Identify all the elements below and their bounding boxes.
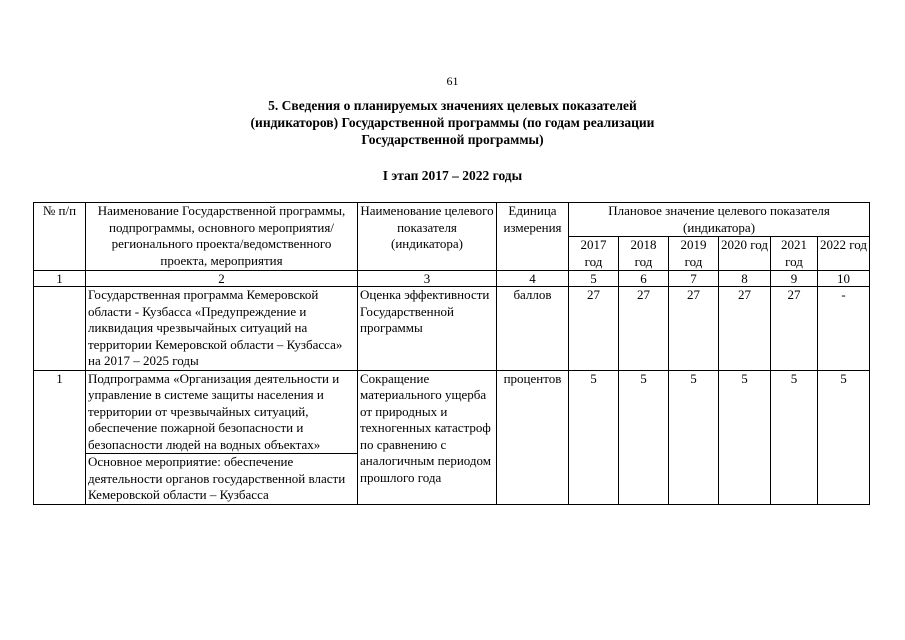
column-numbers-row — [34, 271, 870, 287]
title-line: (индикаторов) Государственной программы (по годам реализации — [250, 115, 655, 130]
header-year: 2019 год — [669, 237, 719, 271]
row-value: 27 — [771, 287, 818, 371]
header-year: 2017 год — [569, 237, 619, 271]
header-year: 2018 год — [619, 237, 669, 271]
row-value: 27 — [719, 287, 771, 371]
header-no: № п/п — [34, 203, 86, 271]
column-number: 8 — [719, 271, 771, 287]
row-value: - — [818, 287, 870, 371]
column-number: 2 — [86, 271, 358, 287]
column-number: 9 — [771, 271, 818, 287]
row-indicator: Оценка эффективности Государственной программы — [358, 287, 497, 371]
page-number: 61 — [446, 74, 459, 88]
stage-heading: I этап 2017 – 2022 годы — [382, 168, 523, 183]
column-number: 4 — [497, 271, 569, 287]
row-value: 5 — [619, 370, 669, 504]
column-number: 6 — [619, 271, 669, 287]
row-indicator: Сокращение материального ущерба от природных и техногенных катастроф по сравнению с аналогичным периодом прошлого года — [358, 370, 497, 504]
header-year: 2021 год — [771, 237, 818, 271]
column-number: 5 — [569, 271, 619, 287]
column-number: 3 — [358, 271, 497, 287]
row-unit: процентов — [497, 370, 569, 504]
header-planned: Плановое значение целевого показателя (индикатора) — [569, 203, 870, 237]
row-name: Государственная программа Кемеровской области - Кузбасса «Предупреждение и ликвидация чрезвычайных ситуаций на территории Кемеровской области – Кузбасса» на 2017 – 2025 годы — [86, 287, 358, 371]
header-year: 2022 год — [818, 237, 870, 271]
header-indicator: Наименование целевого показателя (индикатора) — [358, 203, 497, 271]
indicators-table — [33, 202, 870, 505]
table-header-row — [34, 203, 870, 237]
row-value: 5 — [669, 370, 719, 504]
column-number: 1 — [34, 271, 86, 287]
table-row — [34, 370, 870, 454]
section-title — [0, 97, 905, 148]
row-name: Основное мероприятие: обеспечение деятельности органов государственной власти Кемеровской области – Кузбасса — [86, 454, 358, 505]
table-row — [34, 287, 870, 371]
row-name: Подпрограмма «Организация деятельности и управление в системе защиты населения и территории от чрезвычайных ситуаций, обеспечение пожарной безопасности и безопасности людей на водных объектах» — [86, 370, 358, 454]
row-value: 27 — [619, 287, 669, 371]
title-line: 5. Сведения о планируемых значениях целевых показателей — [268, 98, 637, 113]
row-unit: баллов — [497, 287, 569, 371]
row-value: 27 — [569, 287, 619, 371]
header-name: Наименование Государственной программы, подпрограммы, основного мероприятия/регионального проекта/ведомственного проекта, мероприятия — [86, 203, 358, 271]
row-value: 5 — [818, 370, 870, 504]
header-unit: Единица измерения — [497, 203, 569, 271]
row-no — [34, 287, 86, 371]
row-value: 5 — [719, 370, 771, 504]
row-value: 5 — [569, 370, 619, 504]
column-number: 7 — [669, 271, 719, 287]
row-value: 27 — [669, 287, 719, 371]
title-line: Государственной программы) — [361, 132, 544, 147]
row-no: 1 — [34, 370, 86, 504]
header-year: 2020 год — [719, 237, 771, 271]
column-number: 10 — [818, 271, 870, 287]
row-value: 5 — [771, 370, 818, 504]
